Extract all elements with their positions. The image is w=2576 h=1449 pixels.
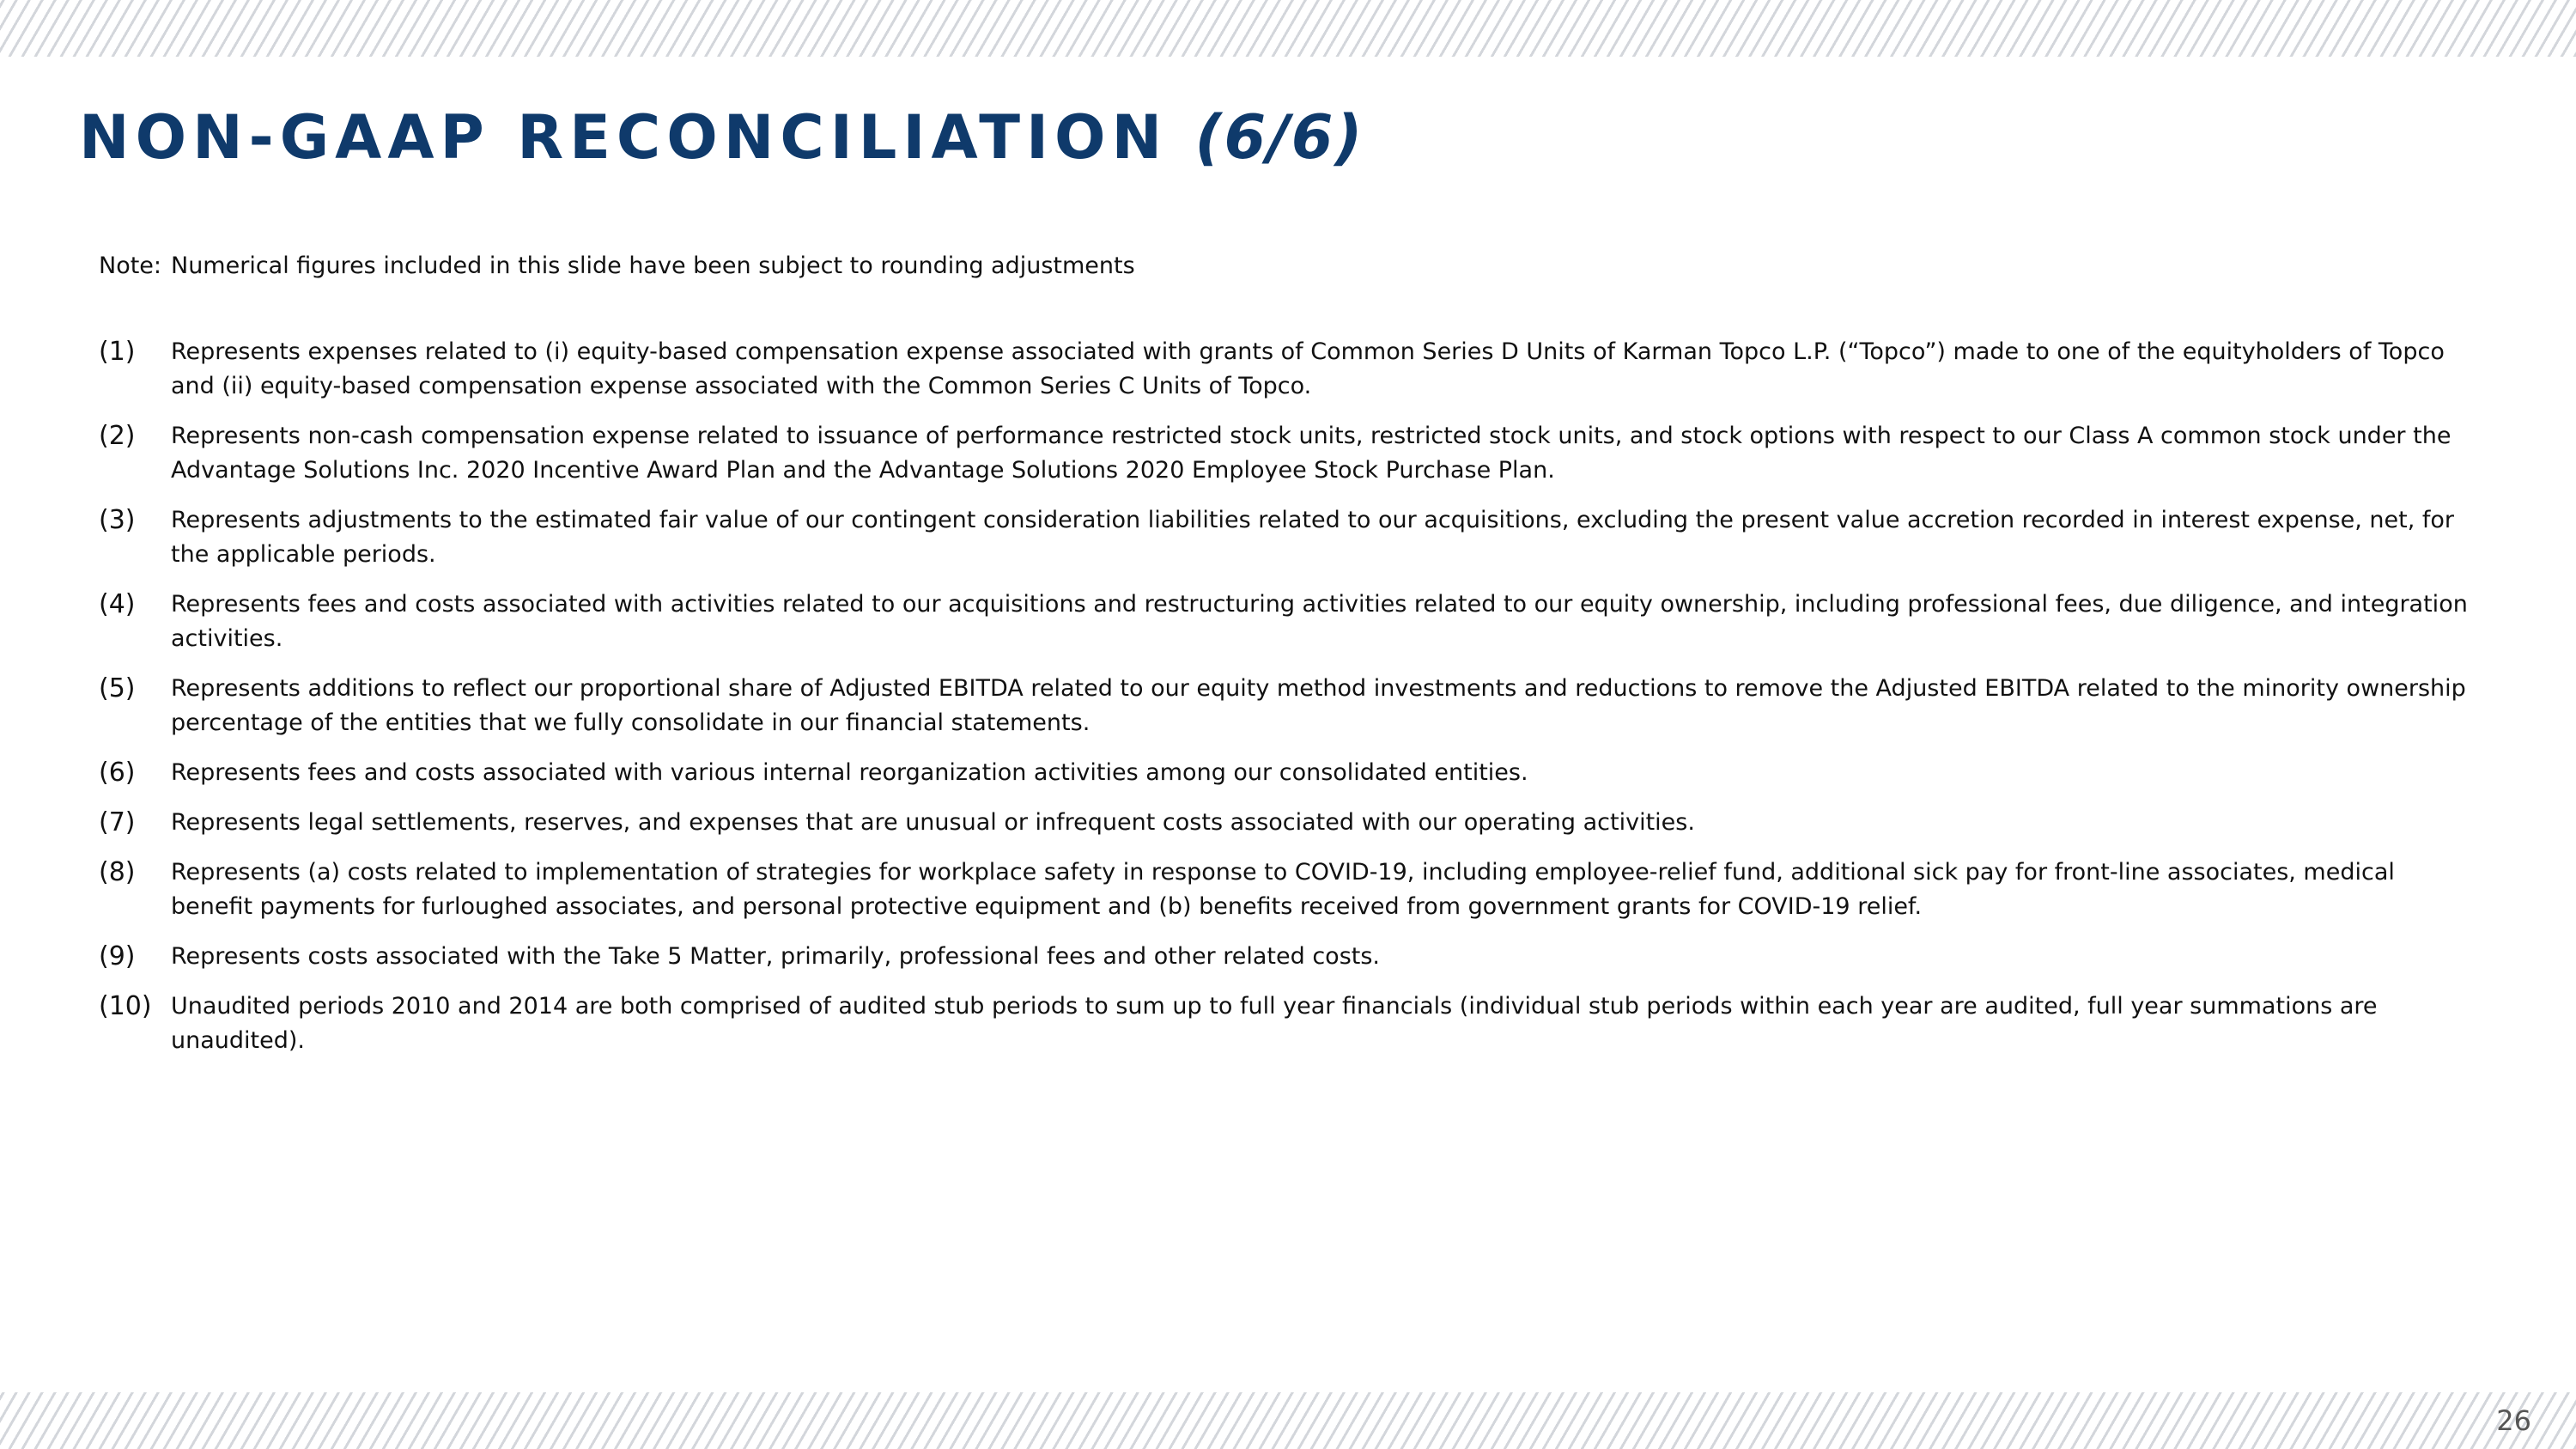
- footnote-6: [99, 756, 2477, 790]
- footnote-text: Unaudited periods 2010 and 2014 are both comprised of audited stub periods to sum up to full year financials (individual stub periods within each year are audited, full year summations are unaudited).: [171, 993, 2378, 1054]
- footnote-number: (8): [99, 857, 136, 887]
- bottom-hatch-band: [0, 1392, 2576, 1449]
- footnote-2: [99, 419, 2477, 488]
- footnote-number: (2): [99, 421, 136, 451]
- footnote-3: [99, 503, 2477, 572]
- footnote-text: Represents additions to reflect our proportional share of Adjusted EBITDA related to our equity method investments and reductions to remove the Adjusted EBITDA related to the minority ownership percentage of the entities that we fully consolidate in our financial statements.: [171, 675, 2466, 736]
- footnote-text: Represents costs associated with the Take 5 Matter, primarily, professional fees and other related costs.: [171, 943, 1380, 970]
- footnote-1: [99, 335, 2477, 404]
- slide-title-suffix: (6/6): [1194, 102, 1364, 173]
- footnote-text: Represents (a) costs related to implementation of strategies for workplace safety in response to COVID-19, including employee-relief fund, additional sick pay for front-line associates, medical benefit payments for furloughed associates, and personal protective equipment and (b) benefits received from government grants for COVID-19 relief.: [171, 859, 2395, 920]
- footnote-number: (3): [99, 505, 136, 535]
- footnote-list: [99, 335, 2477, 1074]
- footnote-number: (4): [99, 589, 136, 619]
- note-text: Numerical figures included in this slide have been subject to rounding adjustments: [171, 253, 1135, 279]
- footnote-text: Represents fees and costs associated with activities related to our acquisitions and restructuring activities related to our equity ownership, including professional fees, due diligence, and integration activities.: [171, 591, 2468, 652]
- slide-title: [79, 101, 1364, 174]
- footnote-4: [99, 588, 2477, 656]
- footnote-number: (7): [99, 807, 136, 837]
- footnote-9: [99, 940, 2477, 974]
- footnote-text: Represents fees and costs associated with various internal reorganization activities among our consolidated entities.: [171, 759, 1528, 786]
- footnote-text: Represents expenses related to (i) equity-based compensation expense associated with grants of Common Series D Units of Karman Topco L.P. (“Topco”) made to one of the equityholders of Topco and (ii) equity-based compensation expense associated with the Common Series C Units of Topco.: [171, 338, 2445, 399]
- footnote-number: (9): [99, 941, 136, 971]
- footnote-number: (1): [99, 337, 136, 367]
- footnote-text: Represents legal settlements, reserves, and expenses that are unusual or infrequent costs associated with our operating activities.: [171, 809, 1695, 836]
- top-hatch-band: [0, 0, 2576, 57]
- footnote-number: (5): [99, 673, 136, 703]
- rounding-note: [99, 253, 1135, 279]
- footnote-number: (10): [99, 991, 152, 1021]
- slide-title-main: NON-GAAP RECONCILIATION: [79, 102, 1169, 173]
- footnote-7: [99, 806, 2477, 840]
- footnote-number: (6): [99, 758, 136, 788]
- footnote-text: Represents non-cash compensation expense related to issuance of performance restricted stock units, restricted stock units, and stock options with respect to our Class A common stock under the Advantage Solutions Inc. 2020 Incentive Award Plan and the Advantage Solutions 2020 Employee Stock Purchase Plan.: [171, 423, 2451, 484]
- note-label: Note:: [99, 253, 162, 279]
- footnote-8: [99, 855, 2477, 924]
- footnote-5: [99, 672, 2477, 740]
- footnote-text: Represents adjustments to the estimated fair value of our contingent consideration liabilities related to our acquisitions, excluding the present value accretion recorded in interest expense, net, for the applicable periods.: [171, 507, 2455, 568]
- page-number: 26: [2496, 1404, 2531, 1437]
- footnote-10: [99, 989, 2477, 1058]
